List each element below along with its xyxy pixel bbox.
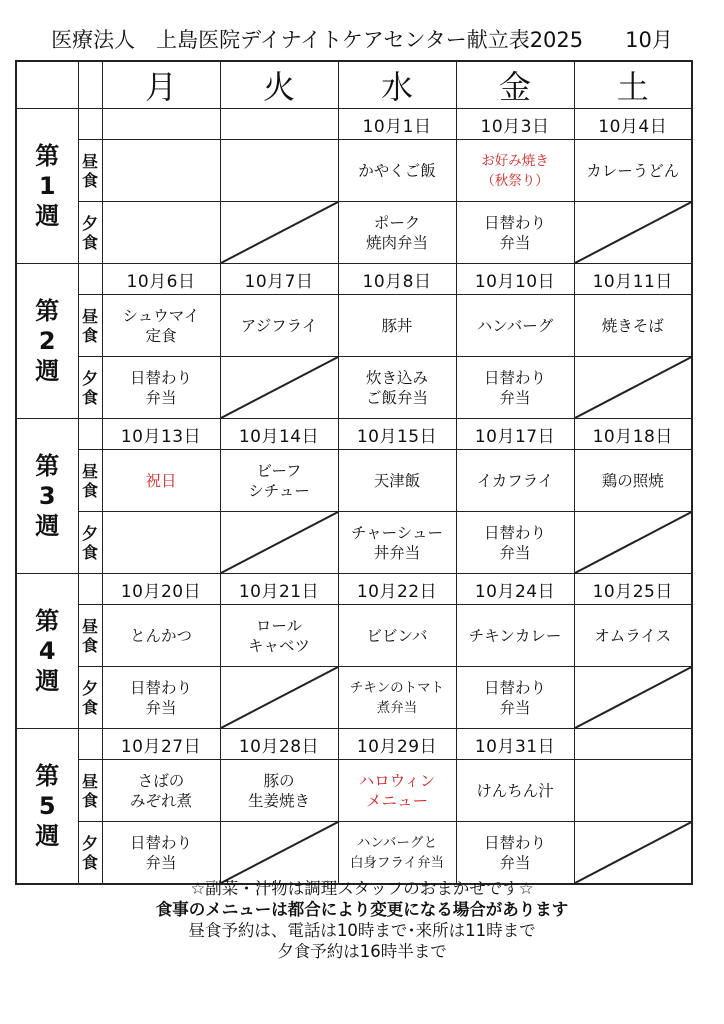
lunch-row — [16, 605, 692, 667]
dinner-dish-cell: 日替わり 弁当 — [102, 667, 220, 729]
meal-label-blank — [78, 419, 102, 450]
page-title: 医療法人 上島医院デイナイトケアセンター献立表2025 10月 — [51, 28, 673, 52]
week-label-char: 3 — [38, 482, 56, 510]
note-side-dish: ☆副菜・汁物は調理スタッフのおまかせです☆ — [190, 879, 534, 898]
date-row — [16, 419, 692, 450]
week-label-char: 4 — [38, 637, 56, 665]
dinner-dish-cell: 日替わり 弁当 — [456, 667, 574, 729]
dinner-closed-slash — [574, 667, 692, 729]
meal-label-char: 夕 — [81, 213, 98, 233]
lunch-label — [78, 295, 102, 357]
lunch-dish-cell: 豚の 生姜焼き — [220, 760, 338, 822]
lunch-dish-cell: チキンカレー — [456, 605, 574, 667]
dinner-row — [16, 357, 692, 419]
slash-line — [575, 357, 692, 418]
lunch-dish-cell: ロール キャベツ — [220, 605, 338, 667]
week-label-char: 第 — [35, 297, 60, 325]
date-cell: 10月28日 — [220, 729, 338, 760]
lunch-dish-cell: アジフライ — [220, 295, 338, 357]
week-label — [16, 109, 78, 264]
dinner-label — [78, 512, 102, 574]
dinner-dish-cell: 日替わり 弁当 — [102, 357, 220, 419]
date-cell — [102, 109, 220, 140]
dinner-label — [78, 202, 102, 264]
lunch-row — [16, 295, 692, 357]
lunch-dish-cell: 鶏の照焼 — [574, 450, 692, 512]
meal-label-blank — [78, 574, 102, 605]
week-label — [16, 574, 78, 729]
lunch-dish-cell: さばの みぞれ煮 — [102, 760, 220, 822]
date-cell — [220, 109, 338, 140]
lunch-row — [16, 760, 692, 822]
dinner-dish-cell — [102, 202, 220, 264]
date-cell: 10月11日 — [574, 264, 692, 295]
note-lunch-reservation: 昼食予約は、電話は10時まで･来所は11時まで — [188, 921, 536, 940]
meal-label-char: 昼 — [81, 771, 98, 791]
week-label-char: 週 — [35, 822, 60, 850]
lunch-dish-cell: とんかつ — [102, 605, 220, 667]
lunch-dish-cell: ハロウィン メニュー — [338, 760, 456, 822]
note-menu-change: 食事のメニューは都合により変更になる場合があります — [155, 900, 569, 919]
slash-line — [575, 667, 692, 728]
dinner-label — [78, 357, 102, 419]
dinner-dish-cell: 日替わり 弁当 — [456, 357, 574, 419]
week-label-char: 第 — [35, 142, 60, 170]
dinner-dish-cell: 炊き込み ご飯弁当 — [338, 357, 456, 419]
lunch-dish-cell — [220, 140, 338, 202]
meal-label-char: 昼 — [81, 306, 98, 326]
dinner-dish-cell: 日替わり 弁当 — [456, 822, 574, 885]
week-label — [16, 264, 78, 419]
date-cell: 10月10日 — [456, 264, 574, 295]
dinner-closed-slash — [574, 512, 692, 574]
dinner-dish-cell: チキンのトマト 煮弁当 — [338, 667, 456, 729]
date-cell: 10月27日 — [102, 729, 220, 760]
meal-label-char: 昼 — [81, 461, 98, 481]
date-cell: 10月25日 — [574, 574, 692, 605]
slash-line — [221, 822, 338, 883]
lunch-dish-cell: 豚丼 — [338, 295, 456, 357]
lunch-dish-cell: イカフライ — [456, 450, 574, 512]
date-cell: 10月24日 — [456, 574, 574, 605]
lunch-dish-cell: カレーうどん — [574, 140, 692, 202]
meal-label-char: 食 — [81, 232, 98, 252]
notes — [0, 878, 724, 962]
week-label-char: 週 — [35, 512, 60, 540]
lunch-dish-cell: 天津飯 — [338, 450, 456, 512]
meal-label-char: 食 — [81, 480, 98, 500]
slash-line — [221, 357, 338, 418]
lunch-label — [78, 140, 102, 202]
day-header-mon: 月 — [102, 61, 220, 109]
date-cell: 10月21日 — [220, 574, 338, 605]
day-header-wed: 水 — [338, 61, 456, 109]
dinner-dish-cell: 日替わり 弁当 — [102, 822, 220, 885]
slash-line — [575, 202, 692, 263]
meal-label-char: 夕 — [81, 368, 98, 388]
lunch-dish-cell: ビビンバ — [338, 605, 456, 667]
week-label-char: 第 — [35, 762, 60, 790]
meal-label-char: 食 — [81, 697, 98, 717]
meal-label-blank — [78, 729, 102, 760]
dinner-dish-cell: チャーシュー 丼弁当 — [338, 512, 456, 574]
dinner-row — [16, 822, 692, 885]
lunch-dish-cell: オムライス — [574, 605, 692, 667]
day-header-row — [16, 61, 692, 109]
lunch-dish-cell: 祝日 — [102, 450, 220, 512]
date-cell: 10月29日 — [338, 729, 456, 760]
date-cell — [574, 729, 692, 760]
lunch-dish-cell: ビーフ シチュー — [220, 450, 338, 512]
meal-label-char: 昼 — [81, 151, 98, 171]
day-header-fri: 金 — [456, 61, 574, 109]
meal-label-char: 食 — [81, 325, 98, 345]
slash-line — [221, 667, 338, 728]
header-corner — [16, 61, 78, 109]
date-cell: 10月7日 — [220, 264, 338, 295]
date-cell: 10月1日 — [338, 109, 456, 140]
dinner-closed-slash — [220, 822, 338, 885]
header-corner-meal — [78, 61, 102, 109]
meal-label-char: 食 — [81, 852, 98, 872]
date-cell: 10月17日 — [456, 419, 574, 450]
date-row — [16, 109, 692, 140]
slash-line — [221, 202, 338, 263]
menu-table — [15, 60, 693, 885]
week-label-char: 第 — [35, 607, 60, 635]
date-cell: 10月20日 — [102, 574, 220, 605]
lunch-row — [16, 140, 692, 202]
lunch-label — [78, 605, 102, 667]
dinner-label — [78, 822, 102, 885]
date-row — [16, 264, 692, 295]
meal-label-char: 食 — [81, 542, 98, 562]
dinner-closed-slash — [220, 357, 338, 419]
date-row — [16, 729, 692, 760]
meal-label-char: 食 — [81, 790, 98, 810]
lunch-dish-cell: ハンバーグ — [456, 295, 574, 357]
week-label — [16, 419, 78, 574]
date-cell: 10月18日 — [574, 419, 692, 450]
meal-label-char: 昼 — [81, 616, 98, 636]
date-row — [16, 574, 692, 605]
date-cell: 10月15日 — [338, 419, 456, 450]
dinner-dish-cell — [102, 512, 220, 574]
dinner-closed-slash — [220, 202, 338, 264]
slash-line — [575, 512, 692, 573]
meal-label-blank — [78, 264, 102, 295]
week-label-char: 5 — [38, 792, 56, 820]
meal-label-char: 夕 — [81, 678, 98, 698]
date-cell: 10月31日 — [456, 729, 574, 760]
dinner-dish-cell: 日替わり 弁当 — [456, 512, 574, 574]
dinner-closed-slash — [574, 357, 692, 419]
meal-label-char: 夕 — [81, 833, 98, 853]
dinner-dish-cell: ハンバーグと 白身フライ弁当 — [338, 822, 456, 885]
lunch-dish-cell — [102, 140, 220, 202]
meal-label-char: 食 — [81, 170, 98, 190]
date-cell: 10月8日 — [338, 264, 456, 295]
lunch-dish-cell: けんちん汁 — [456, 760, 574, 822]
week-label-char: 第 — [35, 452, 60, 480]
slash-line — [575, 822, 692, 883]
week-label-char: 週 — [35, 357, 60, 385]
meal-label-char: 食 — [81, 635, 98, 655]
lunch-row — [16, 450, 692, 512]
week-label-char: 1 — [38, 172, 56, 200]
note-dinner-reservation: 夕食予約は16時半まで — [277, 942, 447, 961]
lunch-label — [78, 450, 102, 512]
date-cell: 10月3日 — [456, 109, 574, 140]
week-label-char: 週 — [35, 202, 60, 230]
dinner-row — [16, 512, 692, 574]
meal-label-char: 夕 — [81, 523, 98, 543]
day-header-sat: 土 — [574, 61, 692, 109]
dinner-row — [16, 202, 692, 264]
dinner-dish-cell: 日替わり 弁当 — [456, 202, 574, 264]
lunch-dish-cell: かやくご飯 — [338, 140, 456, 202]
dinner-closed-slash — [574, 822, 692, 885]
day-header-tue: 火 — [220, 61, 338, 109]
date-cell: 10月22日 — [338, 574, 456, 605]
date-cell: 10月13日 — [102, 419, 220, 450]
date-cell: 10月14日 — [220, 419, 338, 450]
dinner-closed-slash — [220, 512, 338, 574]
lunch-dish-cell: お好み焼き （秋祭り） — [456, 140, 574, 202]
week-label-char: 2 — [38, 327, 56, 355]
lunch-dish-cell: シュウマイ 定食 — [102, 295, 220, 357]
lunch-label — [78, 760, 102, 822]
dinner-dish-cell: ポーク 焼肉弁当 — [338, 202, 456, 264]
lunch-dish-cell: 焼きそば — [574, 295, 692, 357]
dinner-closed-slash — [220, 667, 338, 729]
dinner-closed-slash — [574, 202, 692, 264]
meal-label-blank — [78, 109, 102, 140]
date-cell: 10月6日 — [102, 264, 220, 295]
dinner-row — [16, 667, 692, 729]
slash-line — [221, 512, 338, 573]
meal-label-char: 食 — [81, 387, 98, 407]
lunch-dish-cell — [574, 760, 692, 822]
week-label-char: 週 — [35, 667, 60, 695]
date-cell: 10月4日 — [574, 109, 692, 140]
week-label — [16, 729, 78, 885]
dinner-label — [78, 667, 102, 729]
